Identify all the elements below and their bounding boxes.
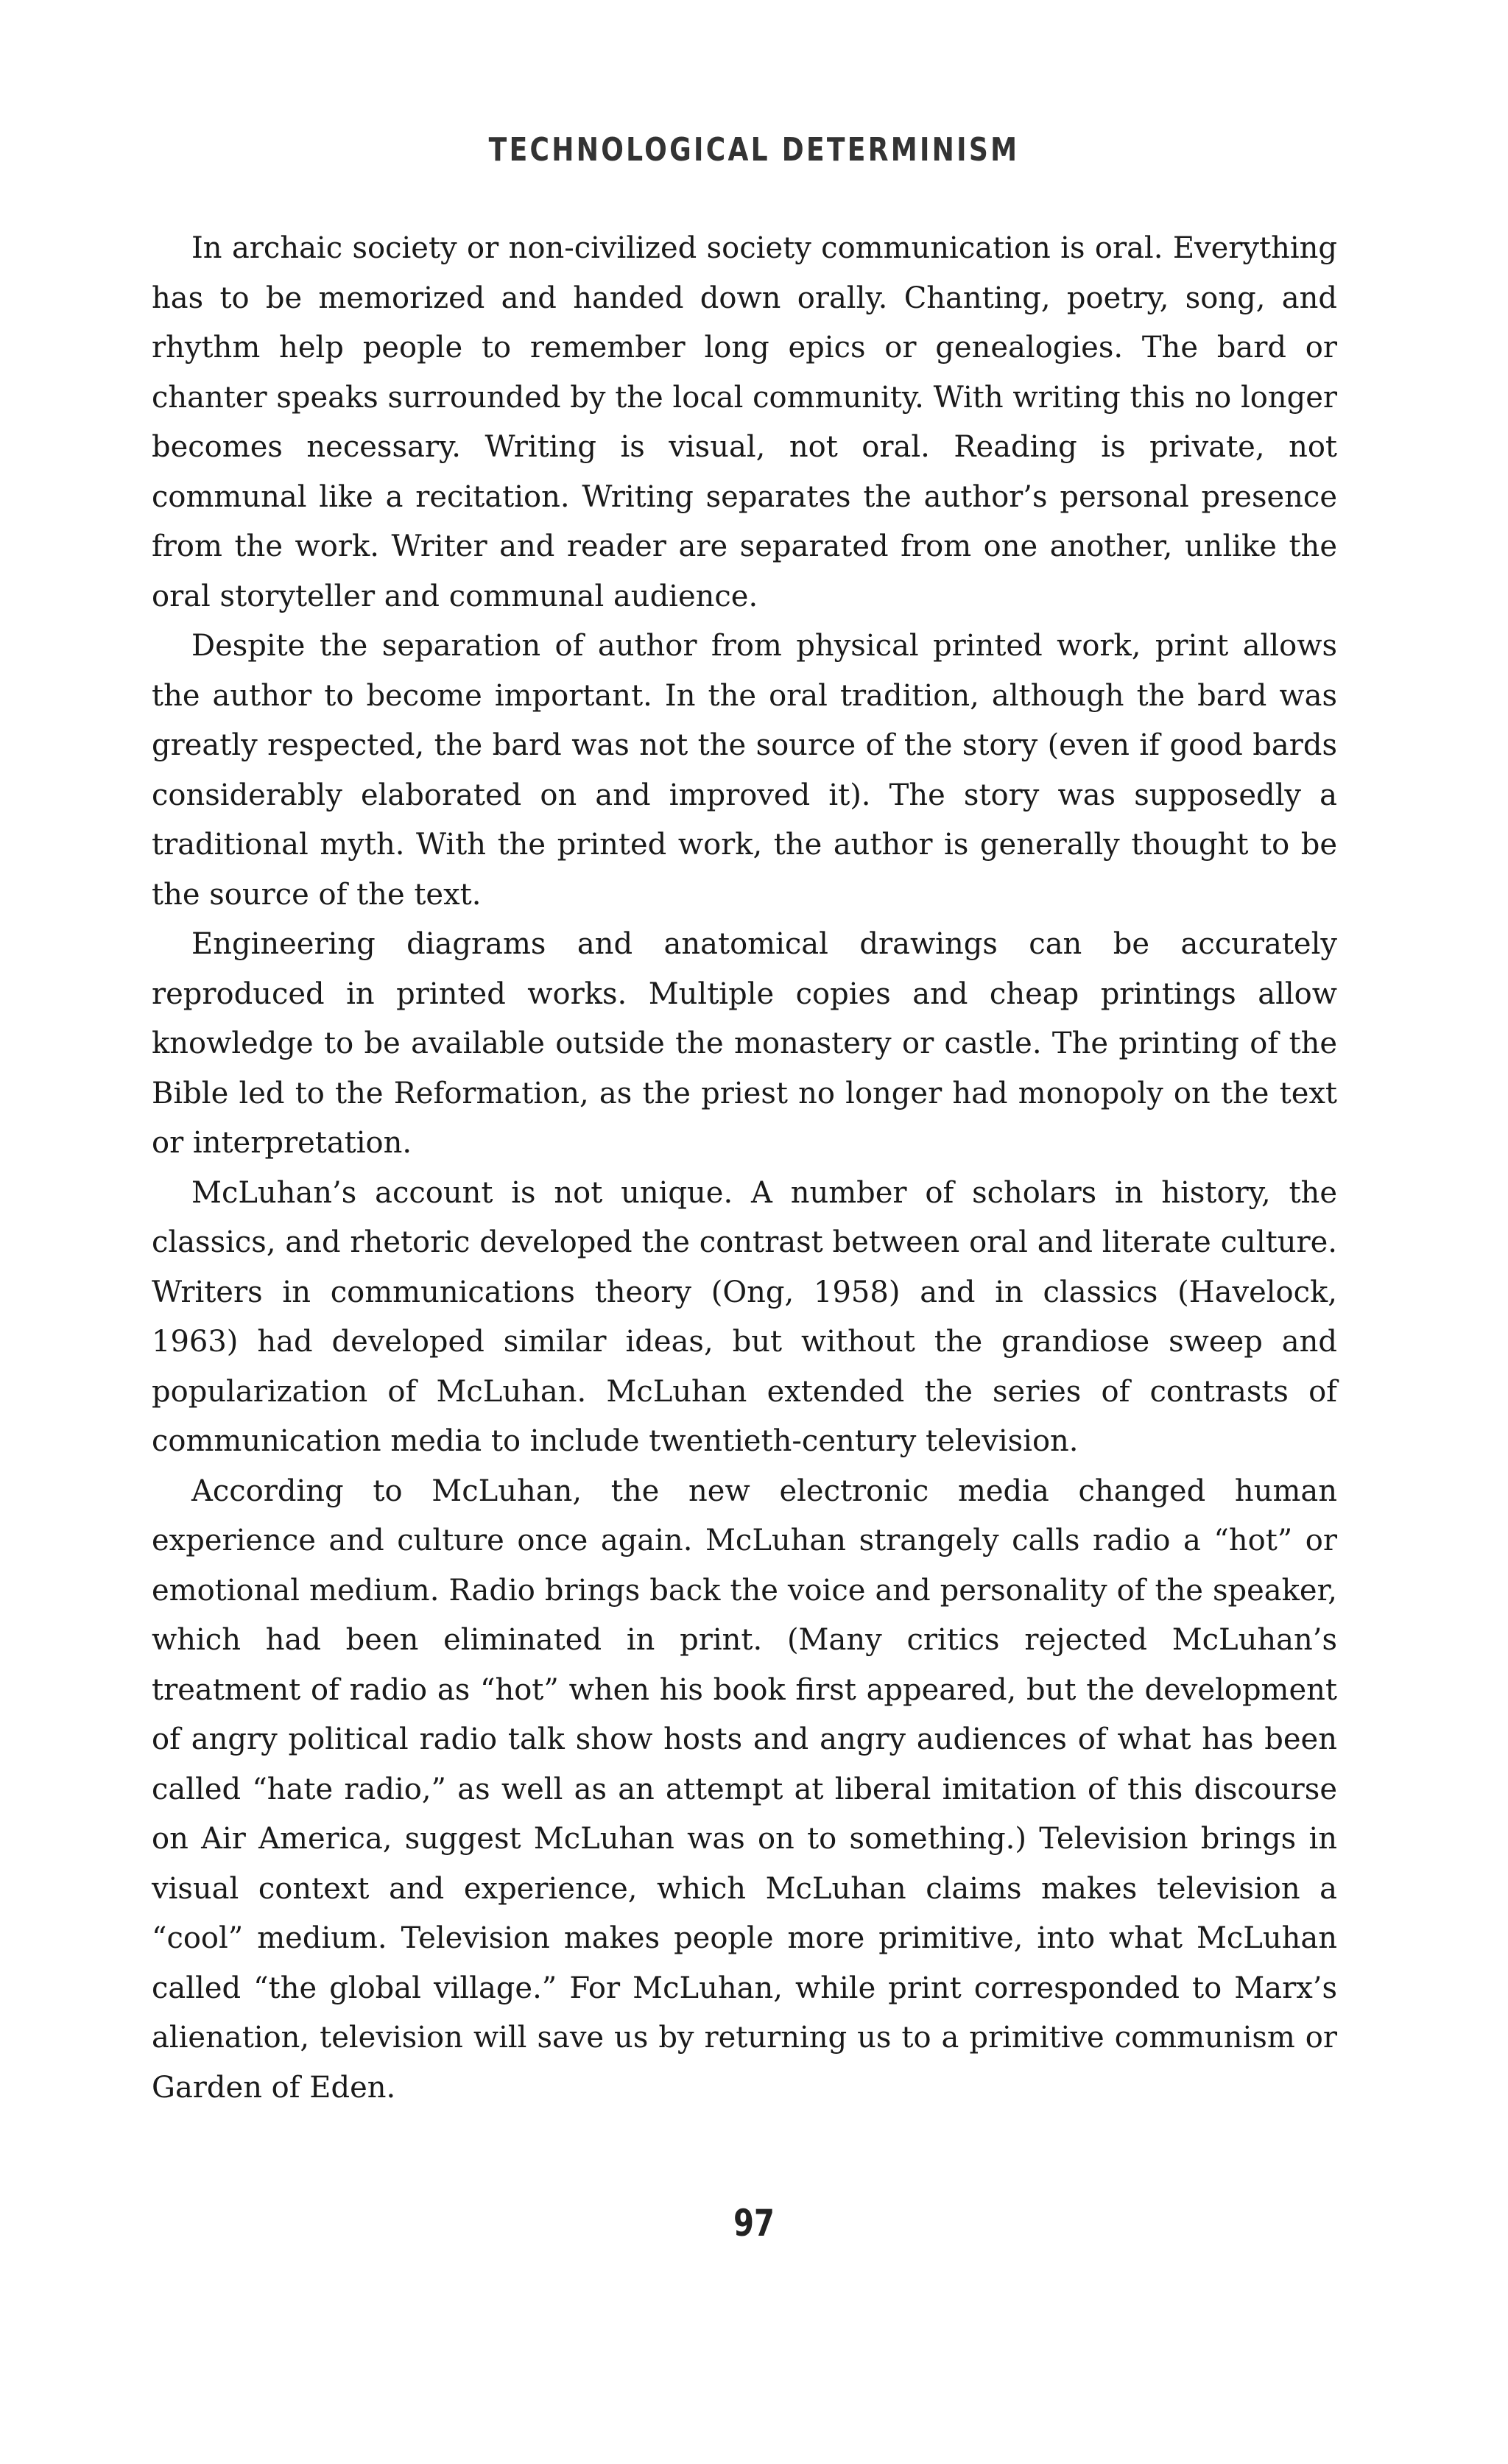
paragraph-1: In archaic society or non-civilized society communication is oral. Everything has to be memorized and handed down orally. Chanting, poetry, song, and rhythm help people to remember long epics or genealogies. The bard or chanter speaks surrounded by the local community. With writing this no longer becomes necessary. Writing is visual, not oral. Reading is private, not communal like a recitation. Writing separates the author’s personal presence from the work. Writer and reader are separated from one another, unlike the oral storyteller and communal audience. [152,231,1337,613]
body-text [152,224,1337,2113]
paragraph-4: McLuhan’s account is not unique. A number of scholars in history, the classics, and rhetoric developed the contrast between oral and literate culture. Writers in communications theory (Ong, 1958) and in classics (Havelock, 1963) had developed similar ideas, but without the grandiose sweep and popularization of McLuhan. McLuhan extended the series of contrasts of communication media to include twentieth-century television. [152,1175,1337,1458]
paragraph-3: Engineering diagrams and anatomical drawings can be accurately reproduced in printed works. Multiple copies and cheap printings allow knowledge to be available outside the monastery or castle. The printing of the Bible led to the Reformation, as the priest no longer had monopoly on the text or interpretation. [152,927,1337,1160]
page-number: 97 [733,2202,775,2245]
paragraph-5: According to McLuhan, the new electronic media changed human experience and culture once again. McLuhan strangely calls radio a “hot” or emotional medium. Radio brings back the voice and personality of the speaker, which had been eliminated in print. (Many critics rejected McLuhan’s treatment of radio as “hot” when his book first appeared, but the development of angry political radio talk show hosts and angry audiences of what has been called “hate radio,” as well as an attempt at liberal imitation of this discourse on Air America, suggest McLuhan was on to something.) Television brings in visual context and experience, which McLuhan claims makes television a “cool” medium. Television makes people more primitive, into what McLuhan called “the global village.” For McLuhan, while print corresponded to Marx’s alienation, television will save us by returning us to a primitive communism or Garden of Eden. [152,1474,1337,2105]
paragraph-2: Despite the separation of author from physical printed work, print allows the author to become important. In the oral tradition, although the bard was greatly respected, the bard was not the source of the story (even if good bards considerably elaborated on and improved it). The story was supposedly a traditional myth. With the printed work, the author is generally thought to be the source of the text. [152,629,1337,912]
running-head: TECHNOLOGICAL DETERMINISM [488,131,1020,169]
